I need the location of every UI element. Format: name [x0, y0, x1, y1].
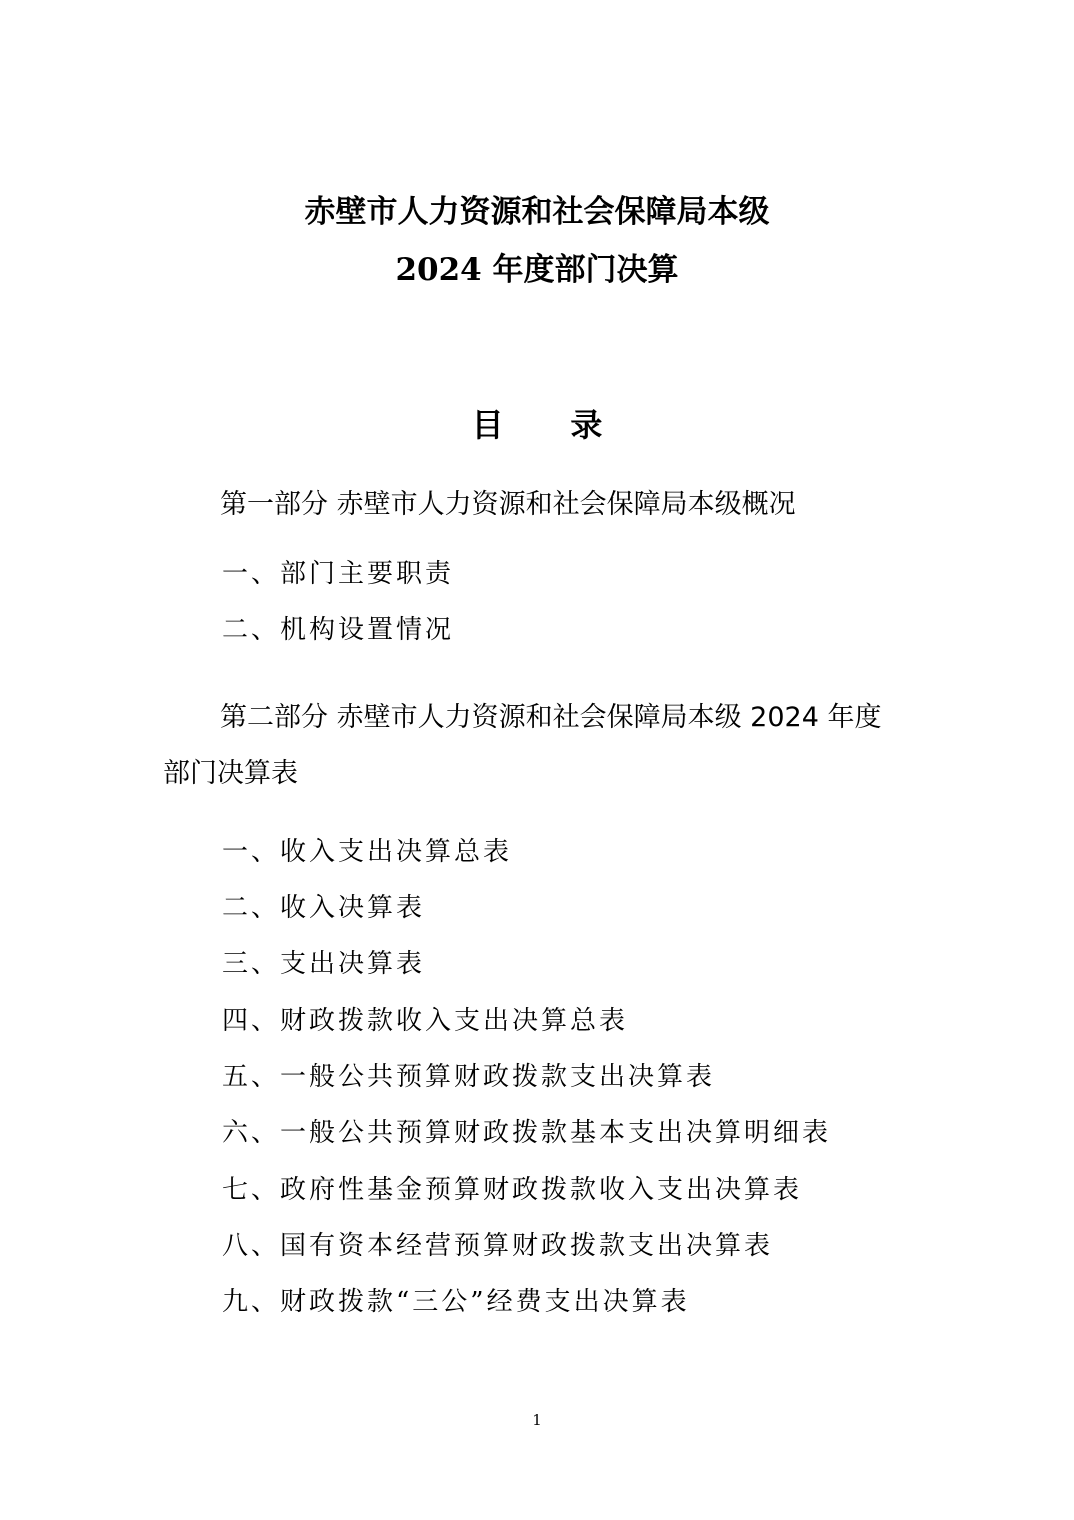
toc-item: 一、部门主要职责	[222, 559, 455, 589]
part2-title-line-1: 第二部分 赤壁市人力资源和社会保障局本级 2024 年度	[220, 702, 882, 733]
document-title-line-1: 赤壁市人力资源和社会保障局本级	[304, 194, 770, 230]
toc-heading: 目 录	[471, 406, 603, 444]
toc-item: 二、收入决算表	[222, 893, 426, 923]
part2-title-line-2: 部门决算表	[163, 758, 298, 789]
toc-item: 四、财政拨款收入支出决算总表	[222, 1006, 629, 1036]
document-title-line-2: 2024 年度部门决算	[395, 252, 679, 288]
toc-item: 一、收入支出决算总表	[222, 837, 513, 867]
part1-title: 第一部分 赤壁市人力资源和社会保障局本级概况	[220, 489, 796, 520]
toc-item: 九、财政拨款“三公”经费支出决算表	[222, 1287, 690, 1317]
toc-item: 二、机构设置情况	[222, 615, 455, 645]
toc-item: 八、国有资本经营预算财政拨款支出决算表	[222, 1231, 774, 1261]
toc-item: 七、政府性基金预算财政拨款收入支出决算表	[222, 1175, 803, 1205]
toc-item: 六、一般公共预算财政拨款基本支出决算明细表	[222, 1118, 832, 1148]
page-number: 1	[532, 1411, 542, 1429]
toc-item: 五、一般公共预算财政拨款支出决算表	[222, 1062, 716, 1092]
toc-item: 三、支出决算表	[222, 949, 426, 979]
